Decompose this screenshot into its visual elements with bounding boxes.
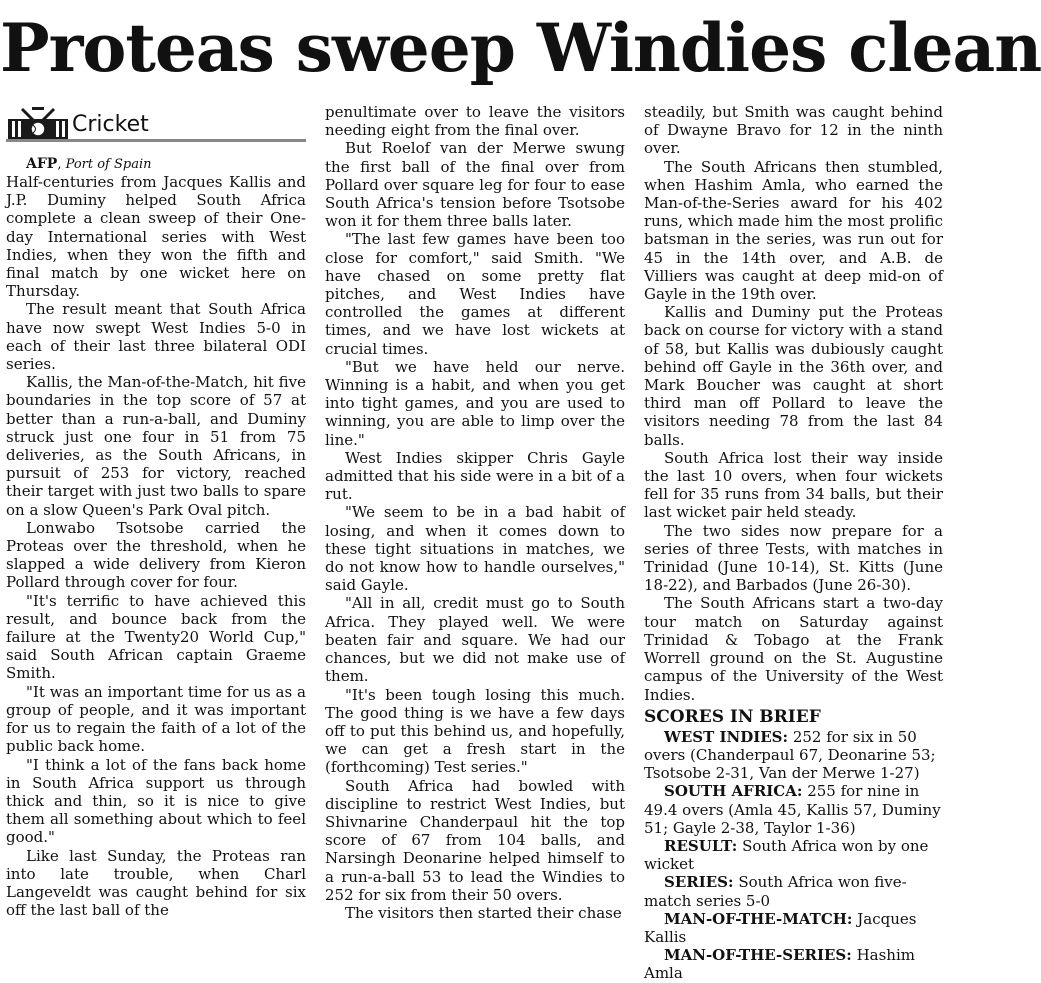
paragraph: penultimate over to leave the visitors needing eight from the final over. bbox=[325, 103, 625, 140]
paragraph: The two sides now prepare for a series of three Tests, with matches in Trinidad (June 10-14), St. Kitts (June 18-22), and Barbados (June 26-30). bbox=[644, 521, 943, 595]
score-label: SERIES: bbox=[664, 873, 734, 892]
score-text: 252 for six in 50 overs (Chanderpaul 67, Deonarine 53; Tsotsobe 2-31, Van der Merwe 1-27) bbox=[644, 727, 936, 783]
paragraph: "We seem to be in a bad habit of losing, and when it comes down to these tight situations in matches, we do not know how to handle ourselves," said Gayle. bbox=[325, 503, 625, 595]
paragraph: Kallis, the Man-of-the-Match, hit five boundaries in the top score of 57 at better than a run-a-ball, and Duminy struck just one four in 51 from 75 deliveries, as the South Africans, in pursuit of 253 for victory, reached their target with just two balls to spare on a slow Queen's Park Oval pitch. bbox=[6, 373, 306, 519]
score-text: Hashim Amla bbox=[644, 946, 915, 983]
score-label: MAN-OF-THE-SERIES: bbox=[664, 946, 852, 965]
byline: AFP, Port of Spain bbox=[26, 156, 152, 172]
score-label: RESULT: bbox=[664, 836, 738, 855]
paragraph: West Indies skipper Chris Gayle admitted that his side were in a bit of a rut. bbox=[325, 448, 625, 504]
paragraph: "It's been tough losing this much. The good thing is we have a few days off to put this behind us, and hopefully, we can get a fresh start in the (forthcoming) Test series." bbox=[325, 685, 625, 777]
paragraph: Kallis and Duminy put the Proteas back on course for victory with a stand of 58, but Kallis was dubiously caught behind off Gayle in the 36th over, and Mark Boucher was caught at short third man off Pollard to leave the visitors needing 78 from the last 84 balls. bbox=[644, 303, 943, 449]
score-entry bbox=[644, 728, 943, 783]
score-label: MAN-OF-THE-MATCH: bbox=[664, 909, 853, 928]
paragraph: "It was an important time for us as a group of people, and it was important for us to regain the faith of a lot of the public back home. bbox=[6, 682, 306, 756]
paragraph: South Africa had bowled with discipline to restrict West Indies, but Shivnarine Chanderpaul hit the top score of 67 from 104 balls, and Narsingh Deonarine helped himself to a run-a-ball 53 to lead the Windies to 252 for six from their 50 overs. bbox=[325, 776, 625, 904]
paragraph: Half-centuries from Jacques Kallis and J.P. Duminy helped South Africa complete a clean sweep of their One-day International series with West Indies, when they won the fifth and final match by one wicket here on Thursday. bbox=[6, 173, 306, 301]
score-entry bbox=[644, 910, 943, 946]
cricket-bats-ball-icon bbox=[6, 105, 70, 139]
paragraph: "It's terrific to have achieved this result, and bounce back from the failure at the Twenty20 World Cup," said South African captain Graeme Smith. bbox=[6, 591, 306, 683]
article-column-2 bbox=[325, 103, 625, 922]
score-entry bbox=[644, 837, 943, 873]
section-header bbox=[6, 103, 306, 142]
paragraph: But Roelof van der Merwe swung the first ball of the final over from Pollard over square leg for four to ease South Africa's tension before Tsotsobe won it for them three balls later. bbox=[325, 139, 625, 231]
paragraph: Lonwabo Tsotsobe carried the Proteas over the threshold, when he slapped a wide delivery from Kieron Pollard through cover for four. bbox=[6, 518, 306, 592]
headline: Proteas sweep Windies clean bbox=[0, 9, 1041, 87]
score-text: South Africa won five-match series 5-0 bbox=[644, 873, 907, 910]
score-entry bbox=[644, 782, 943, 837]
article-column-1 bbox=[6, 103, 306, 920]
score-text: 255 for nine in 49.4 overs (Amla 45, Kallis 57, Duminy 51; Gayle 2-38, Taylor 1-36) bbox=[644, 782, 941, 837]
scores-list bbox=[644, 728, 943, 983]
paragraph: "All in all, credit must go to South Africa. They played well. We were beaten fair and square. We had our chances, but we did not make use of them. bbox=[325, 594, 625, 686]
article-column-3 bbox=[644, 103, 943, 983]
paragraph: "But we have held our nerve. Winning is a habit, and when you get into tight games, and you are used to winning, you are able to limp over the line." bbox=[325, 357, 625, 449]
paragraph: The South Africans then stumbled, when Hashim Amla, who earned the Man-of-the-Series award for his 402 runs, which made him the most prolific batsman in the series, was run out for 45 in the 14th over, and A.B. de Villiers was caught at deep mid-on of Gayle in the 19th over. bbox=[644, 157, 943, 304]
score-text: Jacques Kallis bbox=[644, 909, 917, 946]
score-entry bbox=[644, 873, 943, 909]
score-text: South Africa won by one wicket bbox=[644, 836, 929, 874]
paragraph: South Africa lost their way inside the last 10 overs, when four wickets fell for 35 runs from 34 balls, but their last wicket pair held steady. bbox=[644, 448, 943, 522]
section-title: Cricket bbox=[72, 112, 149, 137]
byline-place: Port of Spain bbox=[65, 157, 152, 172]
paragraph: The result meant that South Africa have now swept West Indies 5-0 in each of their last three bilateral ODI series. bbox=[6, 300, 306, 374]
score-entry bbox=[644, 946, 943, 982]
score-label: SOUTH AFRICA: bbox=[664, 782, 803, 801]
score-label: WEST INDIES: bbox=[664, 727, 789, 746]
paragraph: "The last few games have been too close for comfort," said Smith. "We have chased on some pretty flat pitches, and West Indies have controlled the games at different times, and we have lost wickets at crucial times. bbox=[325, 230, 625, 358]
paragraph: steadily, but Smith was caught behind of Dwayne Bravo for 12 in the ninth over. bbox=[644, 103, 943, 158]
paragraph: "I think a lot of the fans back home in South Africa support us through thick and thin, so it is nice to give them all something about which to feel good." bbox=[6, 755, 306, 847]
byline-agency: AFP bbox=[26, 156, 58, 172]
paragraph: The visitors then started their chase bbox=[345, 903, 622, 922]
paragraph: The South Africans start a two-day tour match on Saturday against Trinidad & Tobago at the Frank Worrell ground on the St. Augustine campus of the University of the West Indies. bbox=[644, 594, 943, 704]
scores-heading: SCORES IN BRIEF bbox=[644, 706, 821, 727]
paragraph: Like last Sunday, the Proteas ran into late trouble, when Charl Langeveldt was caught behind for six off the last ball of the bbox=[6, 846, 306, 920]
